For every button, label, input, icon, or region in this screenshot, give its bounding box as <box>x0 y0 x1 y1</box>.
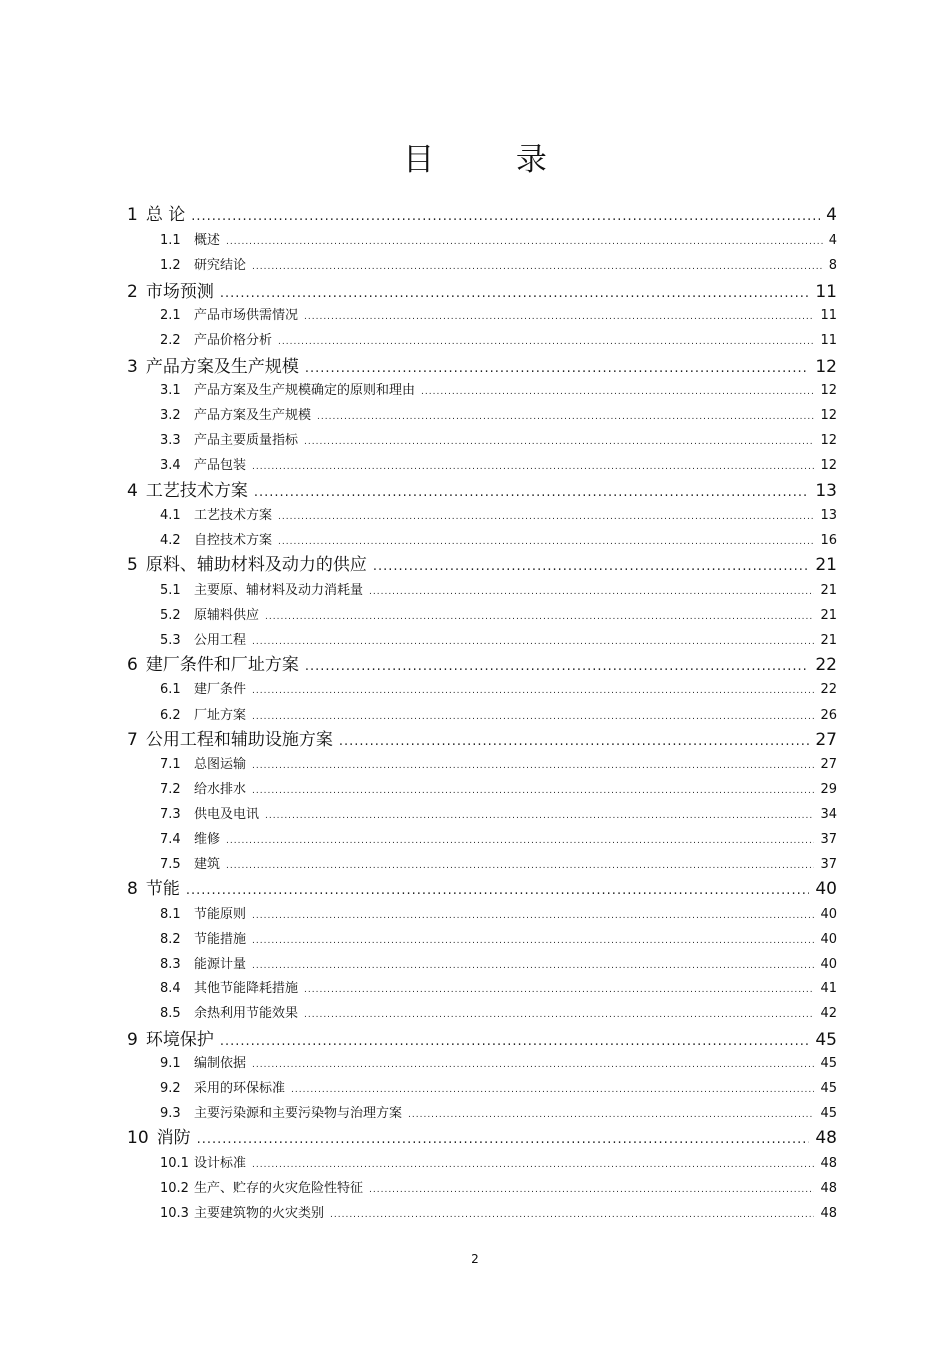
toc-section-entry[interactable] <box>160 229 837 248</box>
toc-entry-page: 21 <box>820 583 837 598</box>
toc-dot-leader <box>369 1185 814 1195</box>
toc-entry-page: 45 <box>820 1081 837 1096</box>
toc-entry-number: 1 <box>127 205 138 225</box>
toc-chapter-entry[interactable] <box>127 277 837 302</box>
toc-dot-leader <box>226 861 814 871</box>
toc-entry-number: 4.1 <box>160 508 181 523</box>
toc-section-entry[interactable] <box>160 953 837 972</box>
toc-section-entry[interactable] <box>160 254 837 273</box>
page-number: 2 <box>471 1252 479 1266</box>
toc-entry-number: 8.4 <box>160 981 181 996</box>
toc-chapter-entry[interactable] <box>127 550 837 575</box>
toc-entry-number: 10.1 <box>160 1156 189 1171</box>
toc-dot-leader <box>220 1034 810 1049</box>
toc-dot-leader <box>220 286 810 301</box>
toc-section-entry[interactable] <box>160 529 837 548</box>
toc-entry-page: 37 <box>820 832 837 847</box>
toc-entry-number: 9.2 <box>160 1081 181 1096</box>
toc-entry-number: 10.3 <box>160 1206 189 1221</box>
toc-section-entry[interactable] <box>160 379 837 398</box>
toc-entry-page: 40 <box>820 957 837 972</box>
toc-entry-page: 11 <box>815 282 837 302</box>
toc-dot-leader <box>186 883 810 898</box>
toc-entry-number: 6 <box>127 655 138 675</box>
toc-dot-leader <box>330 1210 814 1220</box>
toc-section-entry[interactable] <box>160 903 837 922</box>
toc-entry-page: 13 <box>820 508 837 523</box>
toc-entry-number: 6.1 <box>160 682 181 697</box>
toc-dot-leader <box>265 612 814 622</box>
toc-section-entry[interactable] <box>160 579 837 598</box>
toc-section-entry[interactable] <box>160 304 837 323</box>
toc-dot-leader <box>421 387 814 397</box>
toc-entry-number: 3.1 <box>160 383 181 398</box>
toc-dot-leader <box>252 262 823 272</box>
toc-section-entry[interactable] <box>160 704 837 723</box>
toc-dot-leader <box>252 712 814 722</box>
toc-entry-label: 工艺技术方案 <box>145 481 248 501</box>
toc-dot-leader <box>197 1132 810 1147</box>
toc-section-entry[interactable] <box>160 928 837 947</box>
toc-entry-number: 10 <box>127 1128 149 1148</box>
toc-dot-leader <box>252 686 814 696</box>
toc-section-entry[interactable] <box>160 778 837 797</box>
toc-entry-label: 能源计量 <box>194 957 247 972</box>
toc-entry-number: 8.2 <box>160 932 181 947</box>
toc-section-entry[interactable] <box>160 753 837 772</box>
toc-entry-number: 5.1 <box>160 583 181 598</box>
toc-entry-number: 8.3 <box>160 957 181 972</box>
toc-dot-leader <box>252 1160 814 1170</box>
toc-entry-label: 环境保护 <box>145 1030 214 1050</box>
toc-section-entry[interactable] <box>160 404 837 423</box>
toc-entry-label: 其他节能降耗措施 <box>194 981 299 996</box>
toc-entry-label: 产品方案及生产规模 <box>194 408 312 423</box>
toc-dot-leader <box>373 559 810 574</box>
toc-entry-number: 9 <box>127 1030 138 1050</box>
toc-section-entry[interactable] <box>160 828 837 847</box>
toc-entry-page: 8 <box>828 258 837 273</box>
toc-entry-label: 节能 <box>145 879 180 899</box>
toc-entry-number: 8.5 <box>160 1006 181 1021</box>
toc-section-entry[interactable] <box>160 1177 837 1196</box>
toc-entry-number: 7.2 <box>160 782 181 797</box>
toc-dot-leader <box>252 786 814 796</box>
toc-entry-label: 厂址方案 <box>194 708 247 723</box>
toc-chapter-entry[interactable] <box>127 352 837 377</box>
toc-entry-page: 22 <box>815 655 837 675</box>
toc-entry-page: 27 <box>820 757 837 772</box>
toc-entry-label: 供电及电讯 <box>194 807 260 822</box>
toc-entry-page: 42 <box>820 1006 837 1021</box>
toc-dot-leader <box>369 587 814 597</box>
toc-entry-page: 41 <box>820 981 837 996</box>
toc-entry-label: 概述 <box>194 233 221 248</box>
toc-dot-leader <box>304 985 814 995</box>
toc-entry-page: 12 <box>820 433 837 448</box>
toc-chapter-entry[interactable] <box>127 1025 837 1050</box>
toc-entry-label: 建厂条件和厂址方案 <box>145 655 299 675</box>
toc-dot-leader <box>252 911 814 921</box>
toc-entry-label: 工艺技术方案 <box>194 508 273 523</box>
toc-entry-number: 5.3 <box>160 633 181 648</box>
toc-entry-page: 40 <box>815 879 837 899</box>
toc-section-entry[interactable] <box>160 1202 837 1221</box>
toc-entry-number: 10.2 <box>160 1181 189 1196</box>
toc-entry-label: 产品方案及生产规模确定的原则和理由 <box>194 383 416 398</box>
toc-entry-number: 3.2 <box>160 408 181 423</box>
toc-section-entry[interactable] <box>160 329 837 348</box>
toc-dot-leader <box>252 936 814 946</box>
toc-entry-page: 12 <box>820 383 837 398</box>
toc-chapter-entry[interactable] <box>127 874 837 899</box>
toc-entry-label: 消防 <box>156 1128 191 1148</box>
toc-entry-page: 21 <box>820 608 837 623</box>
toc-section-entry[interactable] <box>160 678 837 697</box>
toc-dot-leader <box>252 961 814 971</box>
toc-entry-label: 原辅料供应 <box>194 608 260 623</box>
toc-entry-page: 12 <box>820 408 837 423</box>
toc-section-entry[interactable] <box>160 504 837 523</box>
toc-dot-leader <box>254 485 810 500</box>
toc-entry-number: 7.1 <box>160 757 181 772</box>
toc-chapter-entry[interactable] <box>127 1123 837 1148</box>
toc-entry-label: 采用的环保标准 <box>194 1081 286 1096</box>
toc-entry-number: 7.3 <box>160 807 181 822</box>
toc-entry-label: 产品价格分析 <box>194 333 273 348</box>
toc-section-entry[interactable] <box>160 1077 837 1096</box>
toc-dot-leader <box>317 412 814 422</box>
toc-entry-page: 11 <box>820 333 837 348</box>
toc-entry-label: 主要污染源和主要污染物与治理方案 <box>194 1106 403 1121</box>
toc-entry-number: 9.1 <box>160 1056 181 1071</box>
toc-dot-leader <box>226 237 823 247</box>
toc-entry-label: 市场预测 <box>145 282 214 302</box>
toc-entry-label: 主要原、辅材料及动力消耗量 <box>194 583 364 598</box>
toc-entry-number: 1.1 <box>160 233 181 248</box>
toc-chapter-entry[interactable] <box>127 200 837 225</box>
toc-entry-label: 自控技术方案 <box>194 533 273 548</box>
toc-entry-page: 29 <box>820 782 837 797</box>
toc-dot-leader <box>226 836 814 846</box>
toc-entry-number: 7.5 <box>160 857 181 872</box>
toc-section-entry[interactable] <box>160 1102 837 1121</box>
toc-section-entry[interactable] <box>160 803 837 822</box>
toc-section-entry[interactable] <box>160 429 837 448</box>
toc-title: 目 录 <box>403 142 583 178</box>
toc-entry-page: 48 <box>815 1128 837 1148</box>
toc-entry-number: 2.1 <box>160 308 181 323</box>
toc-entry-label: 产品包装 <box>194 458 247 473</box>
toc-entry-label: 余热利用节能效果 <box>194 1006 299 1021</box>
toc-dot-leader <box>408 1110 814 1120</box>
toc-entry-number: 1.2 <box>160 258 181 273</box>
toc-section-entry[interactable] <box>160 604 837 623</box>
toc-entry-page: 21 <box>815 555 837 575</box>
toc-dot-leader <box>191 209 820 224</box>
toc-entry-number: 2.2 <box>160 333 181 348</box>
toc-dot-leader <box>339 734 810 749</box>
toc-dot-leader <box>265 811 814 821</box>
toc-entry-label: 设计标准 <box>194 1156 247 1171</box>
toc-dot-leader <box>304 312 814 322</box>
toc-chapter-entry[interactable] <box>127 725 837 750</box>
toc-entry-number: 3.3 <box>160 433 181 448</box>
toc-entry-page: 4 <box>828 233 837 248</box>
toc-entry-number: 8 <box>127 879 138 899</box>
toc-entry-page: 11 <box>820 308 837 323</box>
toc-entry-page: 45 <box>820 1056 837 1071</box>
toc-chapter-entry[interactable] <box>127 650 837 675</box>
toc-entry-number: 8.1 <box>160 907 181 922</box>
toc-entry-label: 公用工程和辅助设施方案 <box>145 730 333 750</box>
toc-entry-label: 生产、贮存的火灾危险性特征 <box>194 1181 364 1196</box>
toc-entry-page: 45 <box>815 1030 837 1050</box>
toc-section-entry[interactable] <box>160 1002 837 1021</box>
toc-entry-page: 37 <box>820 857 837 872</box>
toc-entry-label: 产品方案及生产规模 <box>145 357 299 377</box>
toc-entry-page: 21 <box>820 633 837 648</box>
toc-entry-page: 4 <box>826 205 837 225</box>
toc-entry-number: 4.2 <box>160 533 181 548</box>
toc-entry-number: 2 <box>127 282 138 302</box>
toc-entry-label: 总 论 <box>145 205 186 225</box>
toc-entry-label: 节能原则 <box>194 907 247 922</box>
toc-entry-page: 16 <box>820 533 837 548</box>
toc-entry-label: 编制依据 <box>194 1056 247 1071</box>
toc-entry-label: 主要建筑物的火灾类别 <box>194 1206 325 1221</box>
toc-dot-leader <box>304 1010 814 1020</box>
toc-entry-number: 6.2 <box>160 708 181 723</box>
toc-dot-leader <box>252 1060 814 1070</box>
toc-entry-number: 5.2 <box>160 608 181 623</box>
toc-entry-label: 原料、辅助材料及动力的供应 <box>145 555 367 575</box>
toc-section-entry[interactable] <box>160 454 837 473</box>
toc-entry-page: 48 <box>820 1156 837 1171</box>
toc-entry-number: 4 <box>127 481 138 501</box>
toc-section-entry[interactable] <box>160 1152 837 1171</box>
toc-entry-number: 3.4 <box>160 458 181 473</box>
toc-entry-label: 研究结论 <box>194 258 247 273</box>
toc-entry-number: 3 <box>127 357 138 377</box>
toc-entry-label: 产品主要质量指标 <box>194 433 299 448</box>
toc-entry-page: 40 <box>820 907 837 922</box>
toc-section-entry[interactable] <box>160 629 837 648</box>
toc-dot-leader <box>252 462 814 472</box>
toc-entry-page: 22 <box>820 682 837 697</box>
toc-entry-number: 7 <box>127 730 138 750</box>
toc-entry-number: 9.3 <box>160 1106 181 1121</box>
toc-entry-page: 45 <box>820 1106 837 1121</box>
toc-entry-page: 34 <box>820 807 837 822</box>
toc-dot-leader <box>305 659 810 674</box>
toc-dot-leader <box>305 361 810 376</box>
toc-entry-page: 48 <box>820 1206 837 1221</box>
toc-section-entry[interactable] <box>160 1052 837 1071</box>
toc-chapter-entry[interactable] <box>127 476 837 501</box>
toc-entry-number: 7.4 <box>160 832 181 847</box>
toc-entry-page: 12 <box>815 357 837 377</box>
toc-entry-label: 公用工程 <box>194 633 247 648</box>
toc-entry-label: 建厂条件 <box>194 682 247 697</box>
toc-entry-page: 27 <box>815 730 837 750</box>
toc-section-entry[interactable] <box>160 977 837 996</box>
toc-entry-page: 48 <box>820 1181 837 1196</box>
toc-entry-label: 给水排水 <box>194 782 247 797</box>
toc-dot-leader <box>291 1085 814 1095</box>
toc-dot-leader <box>278 337 814 347</box>
toc-dot-leader <box>304 437 814 447</box>
toc-dot-leader <box>252 637 814 647</box>
toc-dot-leader <box>278 537 814 547</box>
toc-entry-label: 产品市场供需情况 <box>194 308 299 323</box>
toc-entry-label: 总图运输 <box>194 757 247 772</box>
toc-entry-page: 40 <box>820 932 837 947</box>
toc-entry-page: 13 <box>815 481 837 501</box>
toc-entry-number: 5 <box>127 555 138 575</box>
toc-section-entry[interactable] <box>160 853 837 872</box>
toc-entry-page: 26 <box>820 708 837 723</box>
toc-dot-leader <box>278 512 814 522</box>
toc-entry-label: 节能措施 <box>194 932 247 947</box>
toc-entry-label: 维修 <box>194 832 221 847</box>
toc-dot-leader <box>252 761 814 771</box>
toc-entry-label: 建筑 <box>194 857 221 872</box>
toc-entry-page: 12 <box>820 458 837 473</box>
